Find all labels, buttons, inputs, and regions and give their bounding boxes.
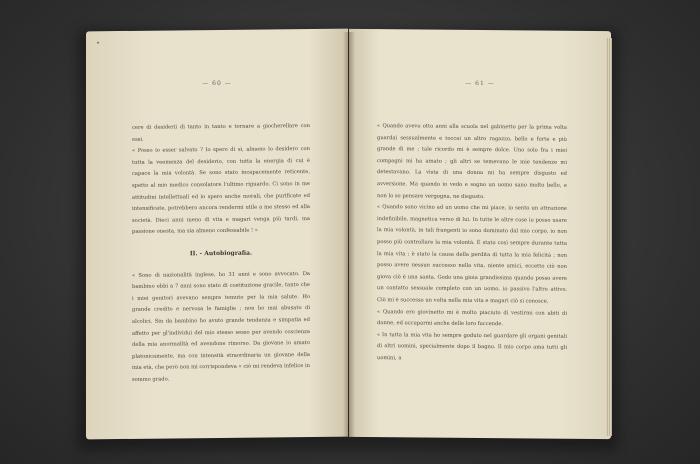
left-page-number: — 60 — xyxy=(202,79,232,88)
right-paragraph: « Quando avevo otto anni alla scuola nel gabinetto per la prima volta guardai sessualmente e toccai un altro ragazzo, bello e forte e più grande di me ; tale ricordo mi è sempre dolce. Uno solo fra i miei compagni mi ha amato ; gli altri se temevano le mie tendenze mi detestavano. La vista di una donna mi ha sempre disgusto ed avversione. Ma quando io vedo e sogno un uomo sano molto bello, e non lo so pensare vergogna, ne disgusto. xyxy=(377,123,567,200)
pencil-mark: • xyxy=(96,39,101,48)
right-paragraph: « Quando ero giovinetto mi è molto piaciuto di vestirmi con abiti di donne, ed occuparmi anche delle loro faccende. xyxy=(377,308,567,328)
section-heading: II. - Autobiografia. xyxy=(189,249,253,258)
page-edges xyxy=(606,38,612,436)
left-page-text xyxy=(132,121,310,386)
right-paragraph: « Quando sono vicino ad un uomo che mi piace, io sento un attrazione indefinibile, magnetica verso di lui. In tutte le altre cose io posso usare la mia volontà, in tali frangenti io sono dominato dal mio corpo, io non posso più controllare la mia volontà. È stato così sempre durante tutta la mia vita ; è stato la causa della perdita di tutta la mia felicità ; non posso avere nessun successo nella vita, niente amici, eccetto ciò non giova ciò è una santa. Godo una gioia grandissima quando posso avere un contatto sessuale completo con un uomo, io passivo l'altro attivo. Ciò mi è successo un volta nella mia vita e magari ciò si conosce. xyxy=(377,204,567,305)
right-page-text xyxy=(377,121,567,366)
book-gutter xyxy=(343,32,355,438)
right-paragraph: « In tutta la mia vita ho sempre goduto nel guardare gli organi genitali di altri uomini, specialmente dopo il bagno. Il mio corpo ama tutti gli uomini, a xyxy=(377,331,567,362)
left-paragraph: cere di desiderii di tanto in tanto e tornare a giocherellare con essi. xyxy=(132,123,310,143)
left-paragraph: « Sono di nazionalità inglese, ho 31 anni e sono avvocato. Da bambino ebbi a 7 anni sono stato di costituzione gracile, tanto che i miei genitori avevano sempre temuto per la mia salute. Ho grande credito e nervosa le famiglie ; non ho mai abusato di alcolici. Sin da bambino ho avuto grande tendenza e simpatia ed affetto per gl'individui del mio stesso sesso per avendo coscienza della mia anormalità ed avendone rimorso. Da giovane io amato platonicamente, ma con intensità straordinaria un giovane della mia età, che però non mi corrispondeva « ciò mi rendeva infelice in sommo grado. xyxy=(132,270,310,383)
right-page-number: — 61 — xyxy=(465,79,495,88)
right-page xyxy=(349,29,611,439)
left-paragraph: « Posso io esser salvato ? Io spero di sì, almeno lo desidero con tutta la veemenza del desiderio, con tutta la energia di cui è capace la mia volontà. Se sono stato incapacemente reticente, spetto al mio medico consolatore l'ultimo riguardo. Ci sono in me attitudini intellettuali ed io spero anche morali, che purificate ed intensificate, potrebbero ancora rendermi utile a me stesso ed alla società. Dieci anni meno di vita e magari venga più tardi, ma passione onesta, ma sia almeno confessabile ! » xyxy=(132,146,310,236)
left-page xyxy=(86,29,348,440)
